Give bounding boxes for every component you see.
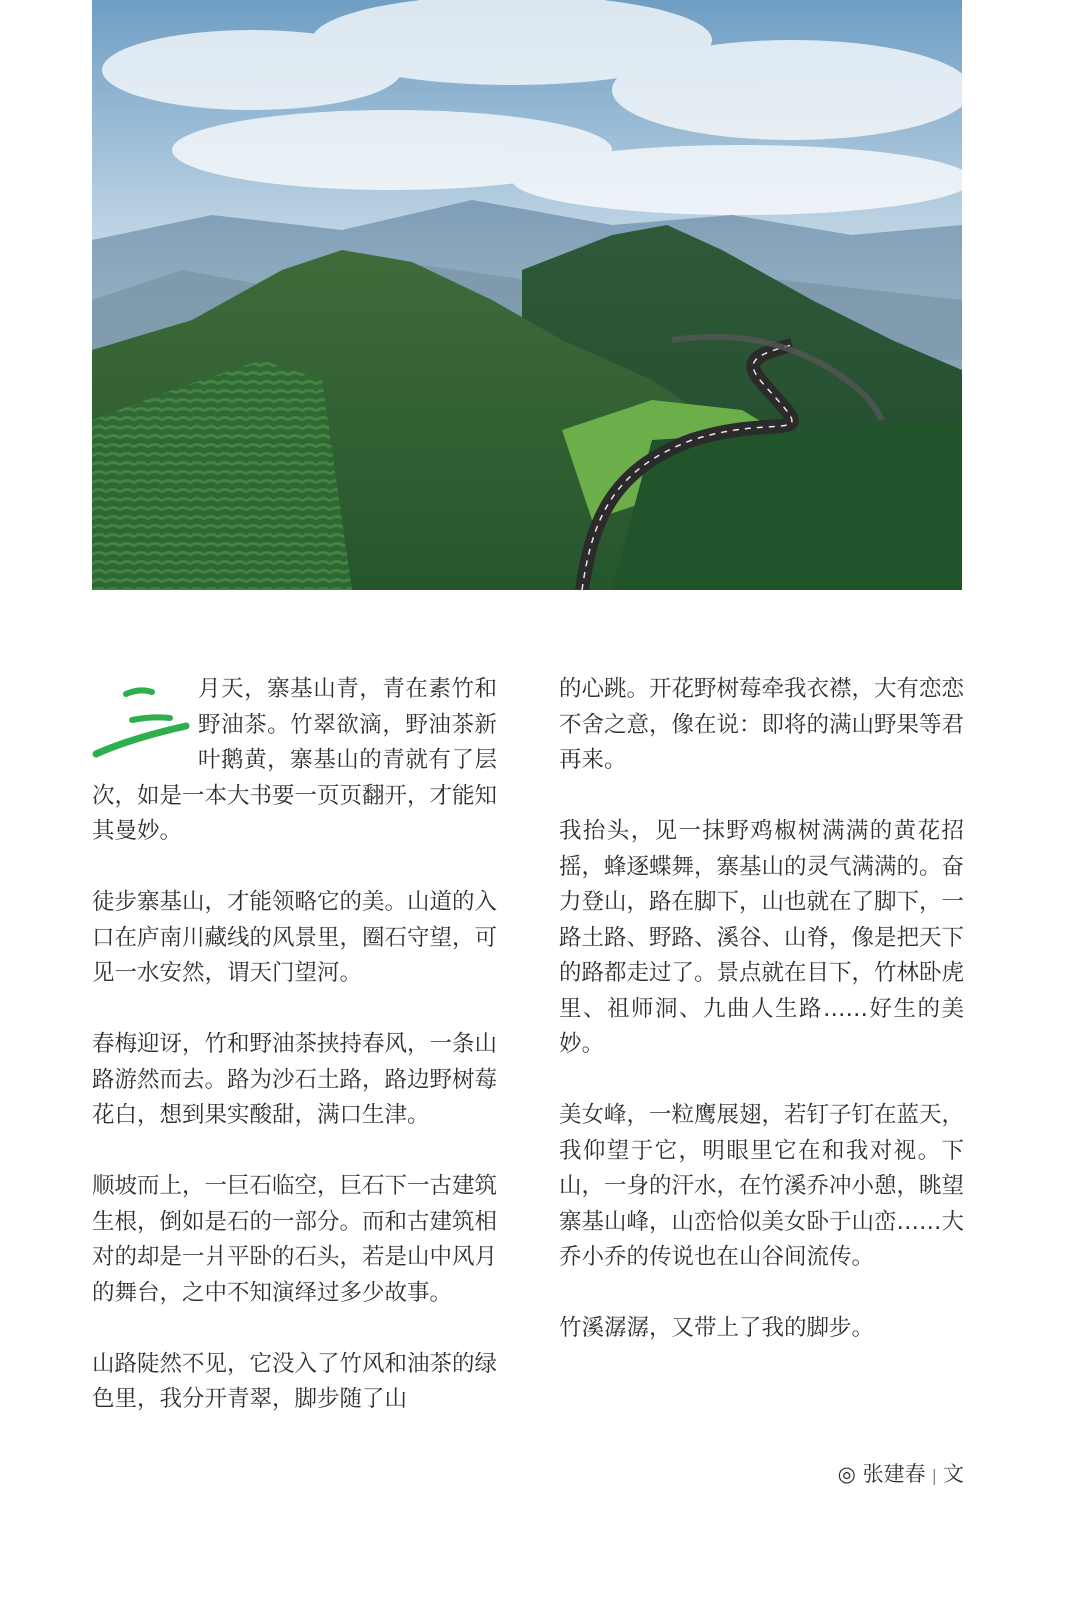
paragraph: 的心跳。开花野树莓牵我衣襟，大有恋恋不舍之意，像在说：即将的满山野果等君再来。 [559,676,965,773]
paragraph: 顺坡而上，一巨石临空，巨石下一古建筑生根，倒如是石的一部分。而和古建筑相对的却是一爿平卧的石头，若是山中风月的舞台，之中不知演绎过多少故事。 [92,1173,498,1306]
byline-separator: | [931,1466,937,1485]
byline-role: 文 [943,1462,964,1486]
hero-photo [92,0,962,590]
byline-mark: ◎ [837,1462,856,1486]
paragraph: 山路陡然不见，它没入了竹风和油茶的绿色里，我分开青翠，脚步随了山 [92,1350,498,1412]
paragraph: 竹溪潺潺，又带上了我的脚步。 [559,1315,875,1341]
dropcap-san [92,680,192,770]
paragraph: 月天，寨基山青，青在素竹和野油茶。竹翠欲滴，野油茶新叶鹅黄，寨基山的青就有了层次，如是一本大书要一页页翻开，才能知其曼妙。 [92,676,498,844]
brush-stroke-dropcap-icon [92,680,192,770]
paragraph: 徒步寨基山，才能领略它的美。山道的入口在庐南川藏线的风景里，圈石守望，可见一水安然，谓天门望河。 [92,889,498,986]
paragraph: 我抬头，见一抹野鸡椒树满满的黄花招摇，蜂逐蝶舞，寨基山的灵气满满的。奋力登山，路在脚下，山也就在了脚下，一路土路、野路、溪谷、山脊，像是把天下的路都走过了。景点就在目下，竹林卧虎里、祖师洞、九曲人生路……好生的美妙。 [559,818,965,1057]
article-left-column [92,672,497,1418]
article-right-column [559,672,964,1382]
paragraph: 春梅迎讶，竹和野油茶挟持春风，一条山路游然而去。路为沙石土路，路边野树莓花白，想到果实酸甜，满口生津。 [92,1031,498,1128]
paragraph: 美女峰，一粒鹰展翅，若钉子钉在蓝天，我仰望于它，明眼里它在和我对视。下山，一身的汗水，在竹溪乔冲小憩，眺望寨基山峰，山峦恰似美女卧于山峦……大乔小乔的传说也在山谷间流传。 [559,1102,965,1270]
mountain-landscape-image [92,0,962,590]
author-name: 张建春 [862,1462,926,1486]
author-byline [559,1458,964,1488]
